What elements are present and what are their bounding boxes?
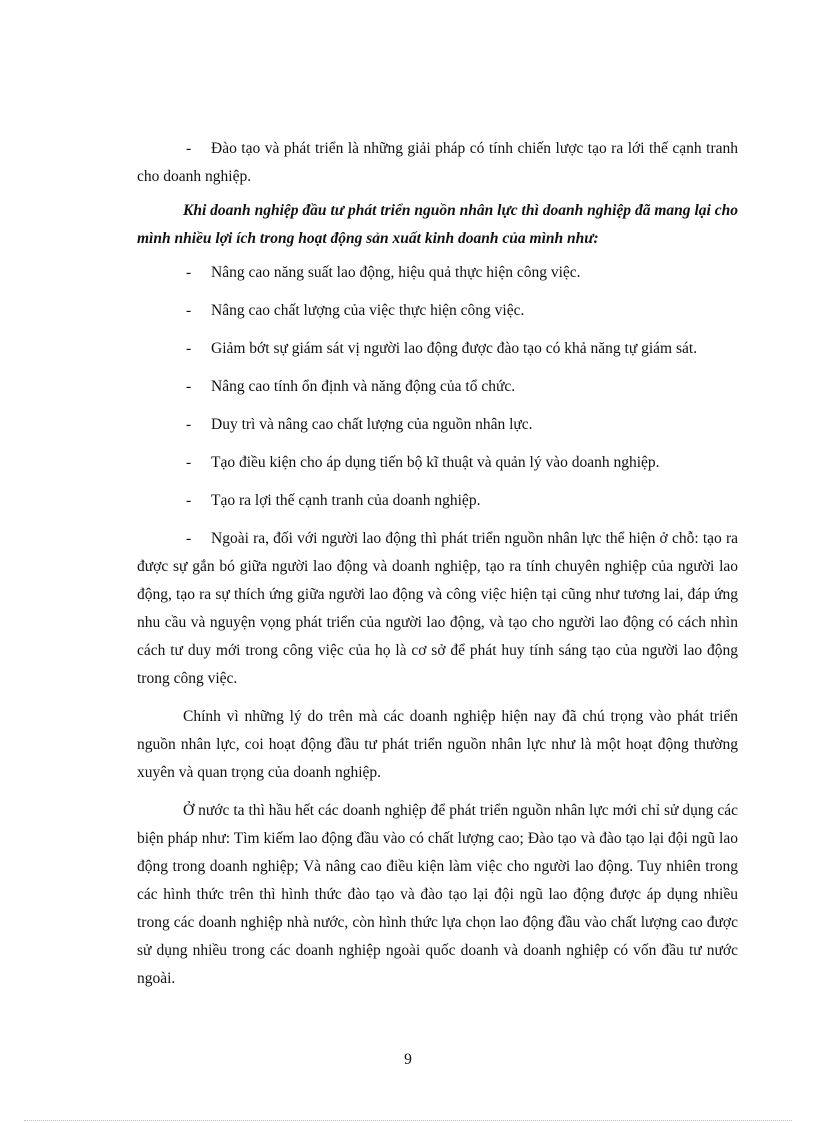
bullet-marker: -: [186, 454, 192, 471]
emphasis-paragraph: Khi doanh nghiệp đầu tư phát triển nguồn nhân lực thì doanh nghiệp đã mang lại cho mình nhiều lợi ích trong hoạt động sản xuất kinh doanh của mình như:: [137, 202, 738, 247]
body-paragraph: Chính vì những lý do trên mà các doanh nghiệp hiện nay đã chú trọng vào phát triển nguồn nhân lực, coi hoạt động đầu tư phát triển nguồn nhân lực như là một hoạt động thường xuyên và quan trọng của doanh nghiệp.: [137, 708, 738, 781]
page-bottom-divider: [24, 1120, 792, 1121]
bullet-item: [137, 487, 738, 515]
bullet-item: [137, 449, 738, 477]
bullet-item: [137, 525, 738, 693]
page-number: 9: [404, 1051, 412, 1068]
bullet-text: Giảm bớt sự giám sát vị người lao động được đào tạo có khả năng tự giám sát.: [211, 340, 698, 357]
bullet-marker: -: [186, 264, 192, 281]
body-paragraph: Ở nước ta thì hầu hết các doanh nghiệp để phát triển nguồn nhân lực mới chỉ sử dụng các biện pháp như: Tìm kiếm lao động đầu vào có chất lượng cao; Đào tạo và đào tạo lại đội ngũ lao động trong doanh nghiệp; Và nâng cao điều kiện làm việc cho người lao động. Tuy nhiên trong các hình thức trên thì hình thức đào tạo và đào tạo lại đội ngũ lao động được áp dụng nhiều trong các doanh nghiệp nhà nước, còn hình thức lựa chọn lao động đầu vào chất lượng cao được sử dụng nhiều trong các doanh nghiệp ngoài quốc doanh và doanh nghiệp có vốn đầu tư nước ngoài.: [137, 802, 738, 987]
bullet-marker: -: [186, 302, 192, 319]
bullet-marker: -: [186, 378, 192, 395]
bullet-item: [137, 135, 738, 191]
bullet-marker: -: [186, 340, 192, 357]
bullet-item: [137, 411, 738, 439]
bullet-text: Đào tạo và phát triển là những giải pháp có tính chiến lược tạo ra lới thế cạnh tranh cho doanh nghiệp.: [137, 140, 738, 185]
bullet-text: Tạo ra lợi thế cạnh tranh của doanh nghiệp.: [211, 492, 481, 509]
bullet-text: Nâng cao chất lượng của việc thực hiện công việc.: [211, 302, 525, 319]
bullet-text: Duy trì và nâng cao chất lượng của nguồn nhân lực.: [211, 416, 533, 433]
bullet-text: Ngoài ra, đối với người lao động thì phát triển nguồn nhân lực thể hiện ở chỗ: tạo ra được sự gắn bó giữa người lao động và doanh nghiệp, tạo ra tính chuyên nghiệp của người lao động, tạo ra sự thích ứng giữa người lao động và công việc hiện tại cũng như tương lai, đáp ứng nhu cầu và nguyện vọng phát triển của người lao động, và tạo cho người lao động có cách nhìn cách tư duy mới trong công việc của họ là cơ sở để phát huy tính sáng tạo của người lao động trong công việc.: [137, 530, 738, 687]
document-body: [137, 135, 738, 999]
bullet-item: [137, 259, 738, 287]
bullet-text: Tạo điều kiện cho áp dụng tiến bộ kĩ thuật và quản lý vào doanh nghiệp.: [211, 454, 660, 471]
bullet-item: [137, 335, 738, 363]
bullet-marker: -: [186, 530, 192, 547]
bullet-text: Nâng cao năng suất lao động, hiệu quả thực hiện công việc.: [211, 264, 581, 281]
bullet-marker: -: [186, 492, 192, 509]
bullet-marker: -: [186, 416, 192, 433]
bullet-item: [137, 297, 738, 325]
bullet-text: Nâng cao tính ổn định và năng động của tổ chức.: [211, 378, 516, 395]
bullet-marker: -: [186, 140, 192, 157]
bullet-item: [137, 373, 738, 401]
